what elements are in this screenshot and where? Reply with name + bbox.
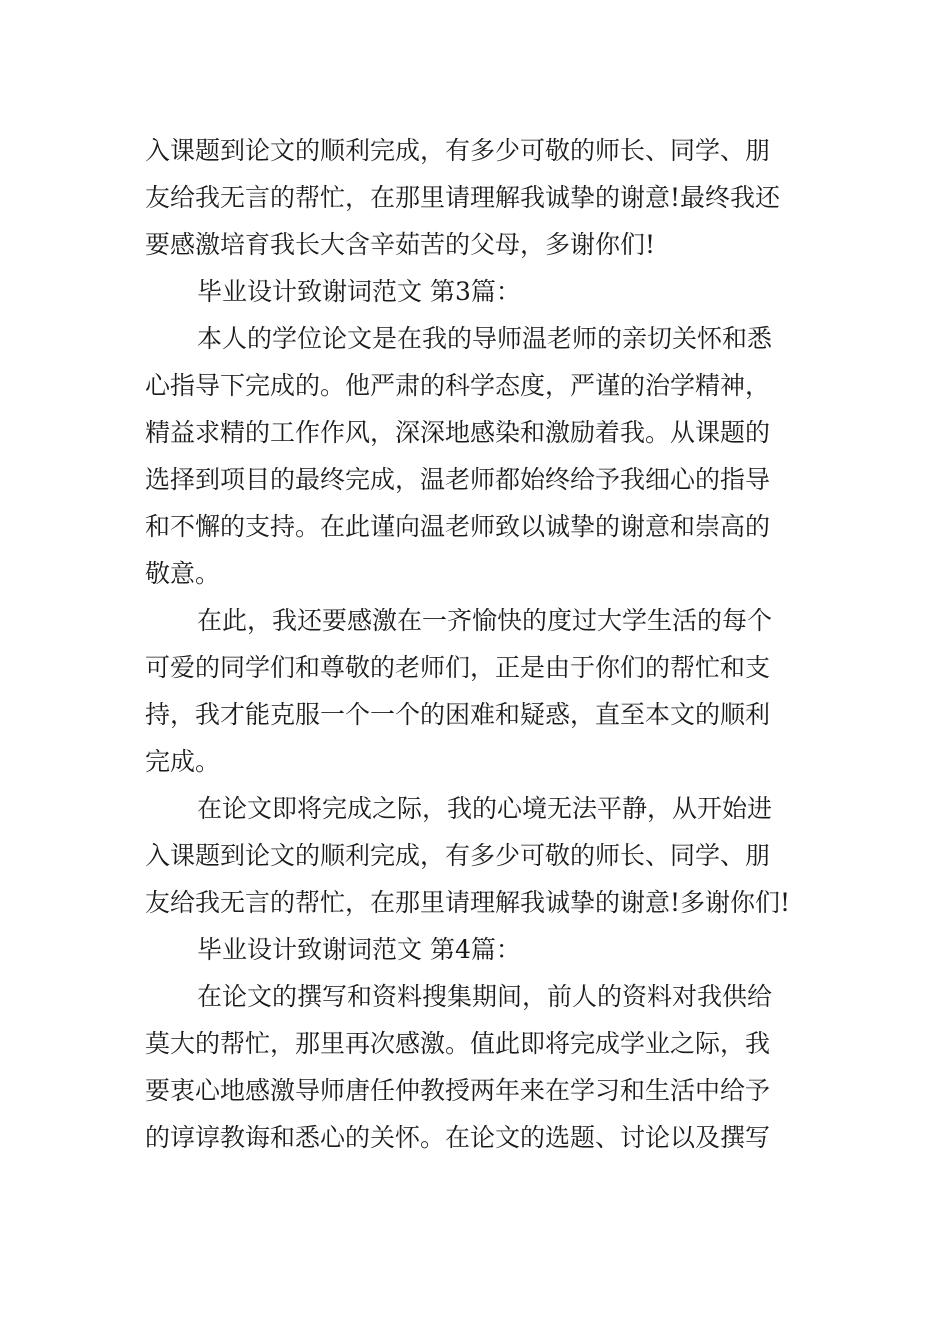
paragraph-line: 精益求精的工作作风，深深地感染和激励着我。从课题的 bbox=[145, 418, 771, 447]
document-page bbox=[145, 127, 807, 1161]
paragraph-line: 友给我无言的帮忙，在那里请理解我诚挚的谢意!最终我还 bbox=[145, 183, 781, 212]
paragraph-line: 心指导下完成的。他严肃的科学态度，严谨的治学精神， bbox=[145, 371, 771, 400]
paragraph-line: 莫大的帮忙，那里再次感激。值此即将完成学业之际，我 bbox=[145, 1029, 771, 1058]
section-heading-4: 毕业设计致谢词范文 第4篇： bbox=[197, 935, 521, 964]
paragraph-line: 友给我无言的帮忙，在那里请理解我诚挚的谢意!多谢你们! bbox=[145, 888, 791, 917]
paragraph-line: 入课题到论文的顺利完成，有多少可敬的师长、同学、朋 bbox=[145, 841, 771, 870]
paragraph-line: 完成。 bbox=[145, 747, 221, 776]
paragraph-line: 在论文即将完成之际，我的心境无法平静，从开始进 bbox=[197, 794, 773, 823]
paragraph-line: 要感激培育我长大含辛茹苦的父母，多谢你们! bbox=[145, 230, 656, 259]
paragraph-line: 入课题到论文的顺利完成，有多少可敬的师长、同学、朋 bbox=[145, 136, 771, 165]
paragraph-line: 可爱的同学们和尊敬的老师们，正是由于你们的帮忙和支 bbox=[145, 653, 771, 682]
paragraph-line: 在论文的撰写和资料搜集期间，前人的资料对我供给 bbox=[197, 982, 773, 1011]
paragraph-line: 和不懈的支持。在此谨向温老师致以诚挚的谢意和崇高的 bbox=[145, 512, 771, 541]
paragraph-line: 敬意。 bbox=[145, 559, 221, 588]
section-heading-3: 毕业设计致谢词范文 第3篇： bbox=[197, 277, 521, 306]
paragraph-line: 要衷心地感激导师唐任仲教授两年来在学习和生活中给予 bbox=[145, 1076, 771, 1105]
paragraph-line: 持，我才能克服一个一个的困难和疑惑，直至本文的顺利 bbox=[145, 700, 771, 729]
paragraph-line: 选择到项目的最终完成，温老师都始终给予我细心的指导 bbox=[145, 465, 771, 494]
paragraph-line: 在此，我还要感激在一齐愉快的度过大学生活的每个 bbox=[197, 606, 773, 635]
paragraph-line: 的谆谆教诲和悉心的关怀。在论文的选题、讨论以及撰写 bbox=[145, 1123, 771, 1152]
paragraph-line: 本人的学位论文是在我的导师温老师的亲切关怀和悉 bbox=[197, 324, 773, 353]
